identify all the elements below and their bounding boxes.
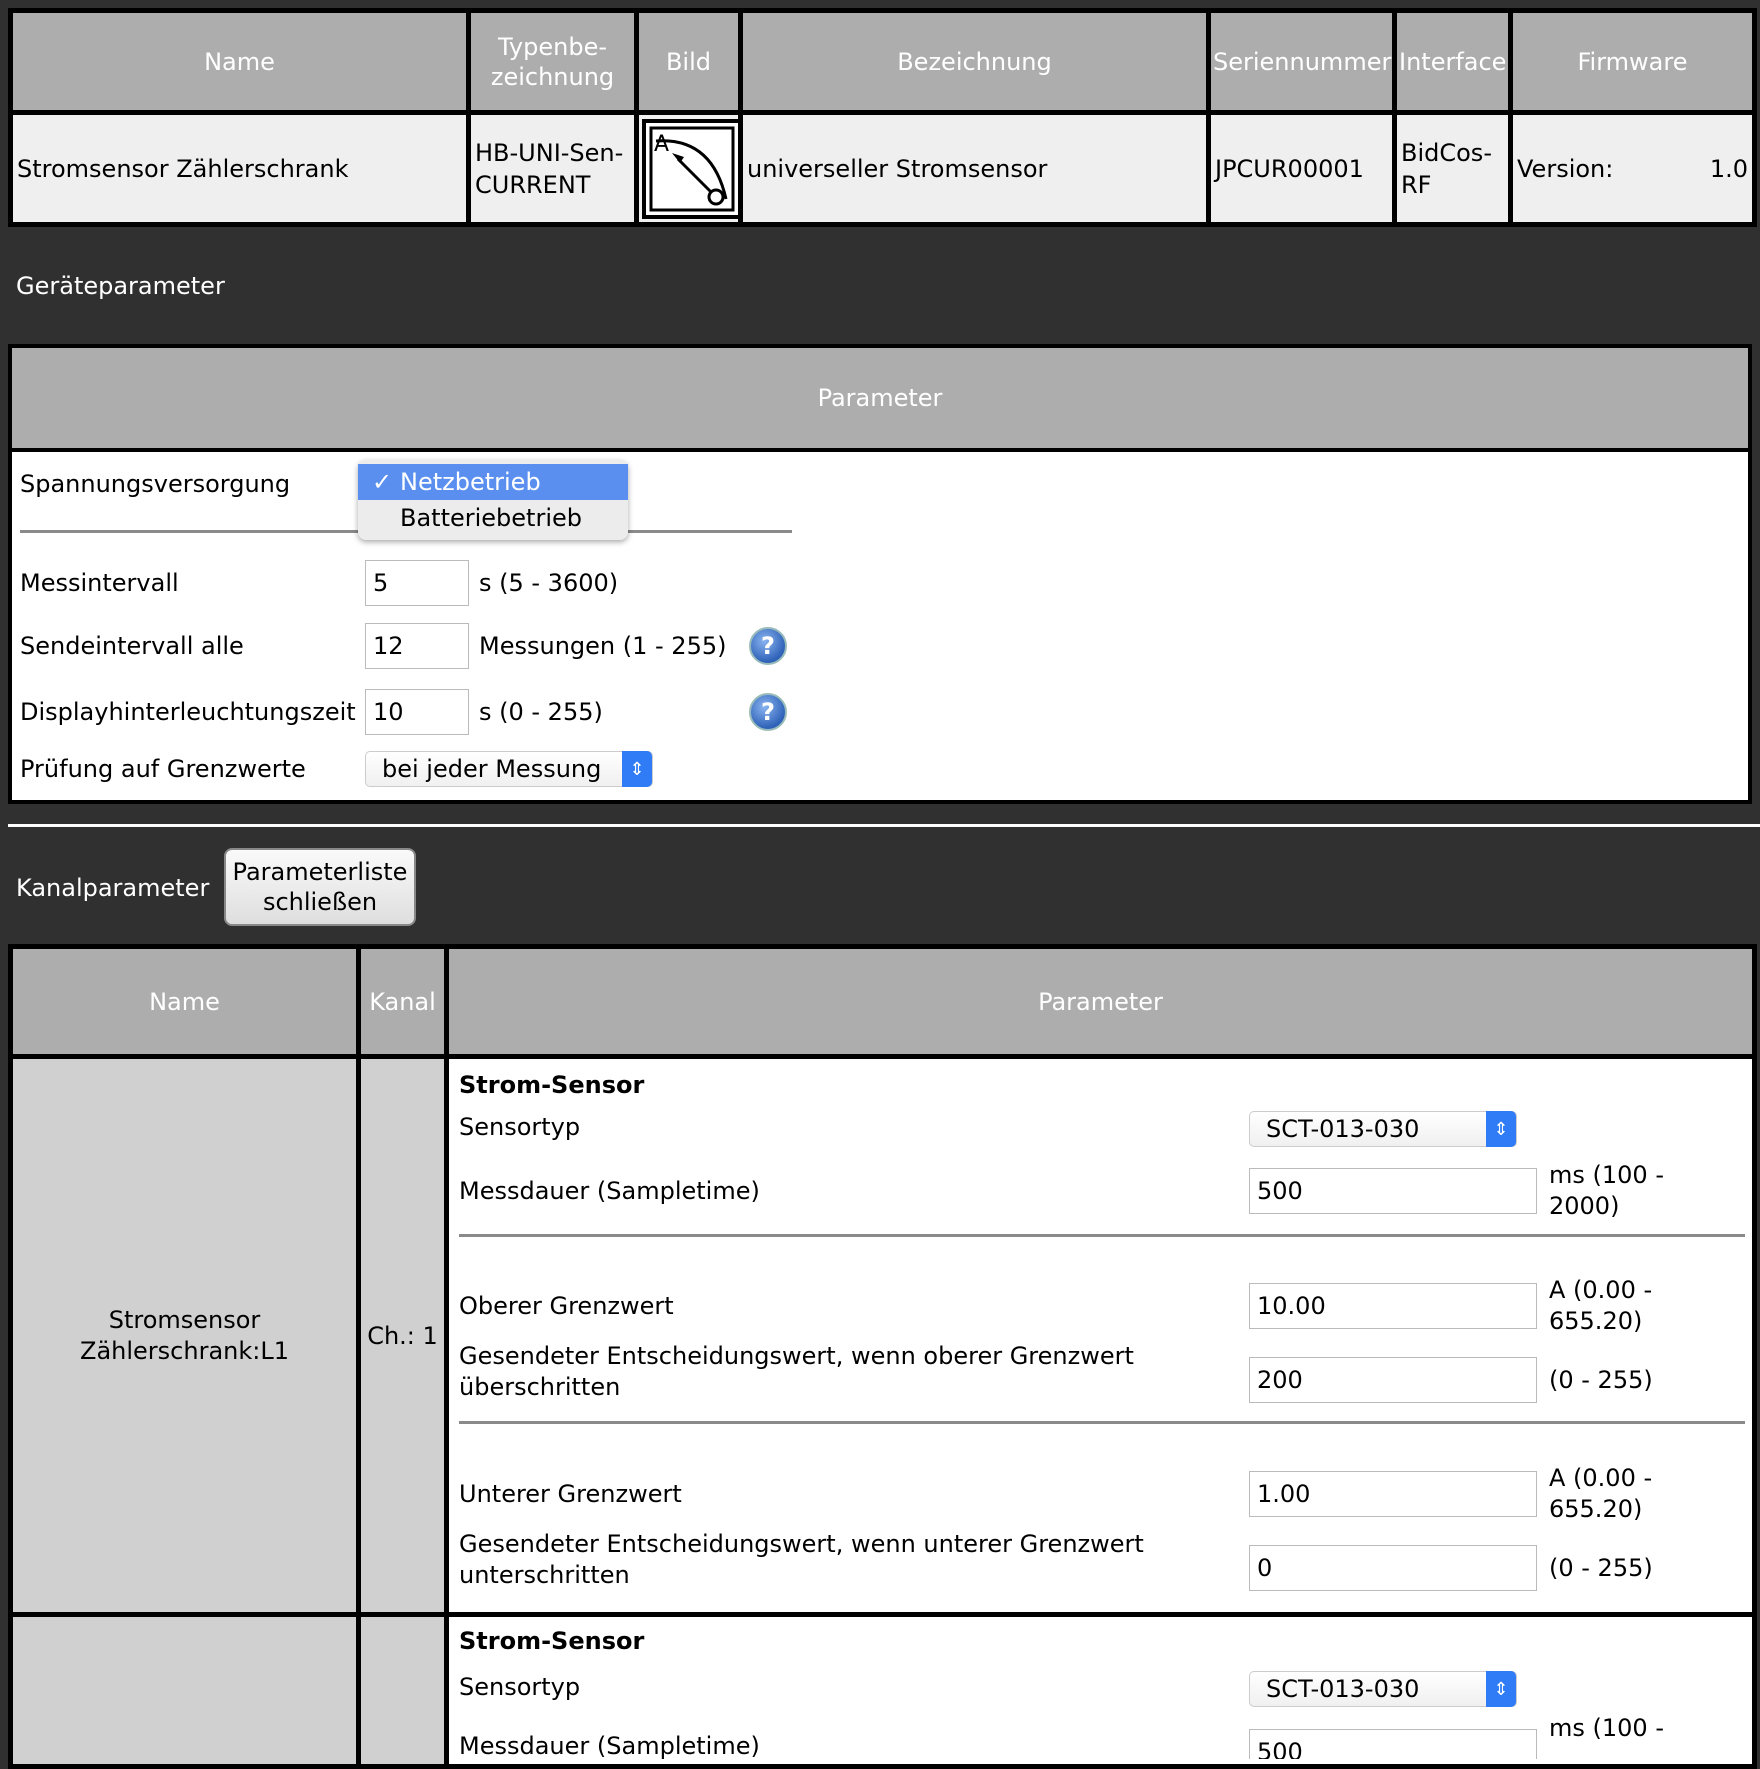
params-header: Parameter — [12, 348, 1748, 452]
col-channel-parameter: Parameter — [447, 947, 1755, 1057]
group-title: Strom-Sensor — [459, 1627, 645, 1655]
help-icon[interactable]: ? — [749, 693, 787, 731]
sendeintervall-input[interactable]: 12 — [365, 623, 469, 669]
option-label: Netzbetrieb — [400, 468, 541, 496]
col-bild: Bild — [637, 11, 741, 113]
messdauer-label: Messdauer (Sampletime) — [459, 1732, 760, 1759]
channel-params-title: Kanalparameter — [16, 874, 210, 902]
unterer-input[interactable]: 1.00 — [1249, 1471, 1537, 1517]
messdauer-input[interactable]: 500 — [1249, 1729, 1537, 1759]
unterer-unit: A (0.00 - 655.20) — [1549, 1464, 1653, 1523]
sensortyp-select[interactable] — [1249, 1111, 1517, 1147]
sensortyp-value: SCT-013-030 — [1266, 1115, 1420, 1143]
sensortyp-label: Sensortyp — [459, 1113, 581, 1141]
channel-name: Stromsensor Zählerschrank:L1 — [11, 1057, 359, 1615]
sendeintervall-label: Sendeintervall alle — [20, 632, 244, 660]
col-channel-kanal: Kanal — [359, 947, 447, 1057]
messdauer-unit: ms (100 - 2000) — [1549, 1161, 1664, 1220]
channel-name — [11, 1615, 359, 1767]
select-arrows-icon: ⇕ — [1486, 1111, 1516, 1147]
channel-params-table — [8, 944, 1757, 1769]
option-label: Batteriebetrieb — [400, 504, 583, 532]
section-divider — [8, 824, 1760, 827]
limit-check-select[interactable] — [365, 751, 653, 787]
display-label: Displayhinterleuchtungszeit — [20, 698, 356, 726]
close-param-list-button[interactable]: Parameterliste schließen — [224, 848, 416, 926]
messintervall-label: Messintervall — [20, 569, 179, 597]
unterer-label: Unterer Grenzwert — [459, 1480, 682, 1508]
svg-text:A: A — [654, 131, 670, 157]
spannungsversorgung-label: Spannungsversorgung — [20, 470, 291, 498]
channel-number: Ch.: 1 — [359, 1057, 447, 1615]
help-icon[interactable]: ? — [749, 627, 787, 665]
unterer-send-unit: (0 - 255) — [1549, 1554, 1653, 1582]
col-seriennummer: Seriennummer — [1209, 11, 1395, 113]
device-params-title: Geräteparameter — [16, 272, 225, 300]
oberer-input[interactable]: 10.00 — [1249, 1283, 1537, 1329]
device-firmware — [1511, 113, 1755, 225]
messintervall-unit: s (5 - 3600) — [479, 569, 619, 597]
col-bezeichnung: Bezeichnung — [741, 11, 1209, 113]
row-limit-check — [20, 751, 653, 787]
col-firmware: Firmware — [1511, 11, 1755, 113]
sensortyp-select[interactable] — [1249, 1671, 1517, 1707]
sensortyp-label: Sensortyp — [459, 1673, 581, 1701]
option-batteriebetrieb[interactable] — [358, 500, 628, 536]
oberer-send-input[interactable]: 200 — [1249, 1357, 1537, 1403]
device-interface: BidCos-RF — [1395, 113, 1511, 225]
firmware-version: 1.0 — [1709, 154, 1748, 183]
group-title: Strom-Sensor — [459, 1071, 645, 1099]
channel-number — [359, 1615, 447, 1767]
device-image-cell — [637, 113, 741, 225]
oberer-send-unit: (0 - 255) — [1549, 1366, 1653, 1394]
row-spannungsversorgung — [20, 470, 365, 498]
select-arrows-icon: ⇕ — [1486, 1671, 1516, 1707]
sendeintervall-unit: Messungen (1 - 255) — [479, 632, 727, 660]
sensortyp-value: SCT-013-030 — [1266, 1675, 1420, 1703]
option-netzbetrieb[interactable] — [358, 464, 628, 500]
display-input[interactable]: 10 — [365, 689, 469, 735]
unterer-send-label: Gesendeter Entscheidungswert, wenn unterer Grenzwert unterschritten — [459, 1530, 1144, 1589]
device-designation: universeller Stromsensor — [741, 113, 1209, 225]
select-arrows-icon: ⇕ — [622, 751, 652, 787]
checkmark-icon: ✓ — [372, 468, 393, 496]
group-divider — [459, 1421, 1745, 1424]
messdauer-unit: ms (100 - — [1549, 1714, 1664, 1742]
col-typenbezeichnung: Typenbe- zeichnung — [469, 11, 637, 113]
display-unit: s (0 - 255) — [479, 698, 603, 726]
col-interface: Interface — [1395, 11, 1511, 113]
row-display — [20, 689, 603, 735]
limit-check-label: Prüfung auf Grenzwerte — [20, 755, 306, 783]
row-messintervall — [20, 560, 618, 606]
col-name: Name — [11, 11, 469, 113]
firmware-label: Version: — [1517, 154, 1614, 183]
unterer-send-input[interactable]: 0 — [1249, 1545, 1537, 1591]
device-serial: JPCUR00001 — [1209, 113, 1395, 225]
oberer-unit: A (0.00 - 655.20) — [1549, 1276, 1653, 1335]
messdauer-input[interactable]: 500 — [1249, 1168, 1537, 1214]
messdauer-label: Messdauer (Sampletime) — [459, 1177, 760, 1205]
channel-params-cell — [447, 1057, 1755, 1615]
device-type: HB-UNI-Sen-CURRENT — [469, 113, 637, 225]
device-name: Stromsensor Zählerschrank — [11, 113, 469, 225]
current-sensor-meter-icon — [642, 119, 742, 219]
channel-params-cell — [447, 1615, 1755, 1767]
device-header-table — [8, 8, 1757, 227]
power-supply-dropdown[interactable] — [358, 460, 628, 540]
messintervall-input[interactable]: 5 — [365, 560, 469, 606]
oberer-label: Oberer Grenzwert — [459, 1292, 674, 1320]
col-channel-name: Name — [11, 947, 359, 1057]
group-divider — [459, 1234, 1745, 1237]
limit-check-value: bei jeder Messung — [382, 755, 602, 783]
row-sendeintervall — [20, 623, 726, 669]
oberer-send-label: Gesendeter Entscheidungswert, wenn oberer Grenzwert überschritten — [459, 1342, 1134, 1401]
